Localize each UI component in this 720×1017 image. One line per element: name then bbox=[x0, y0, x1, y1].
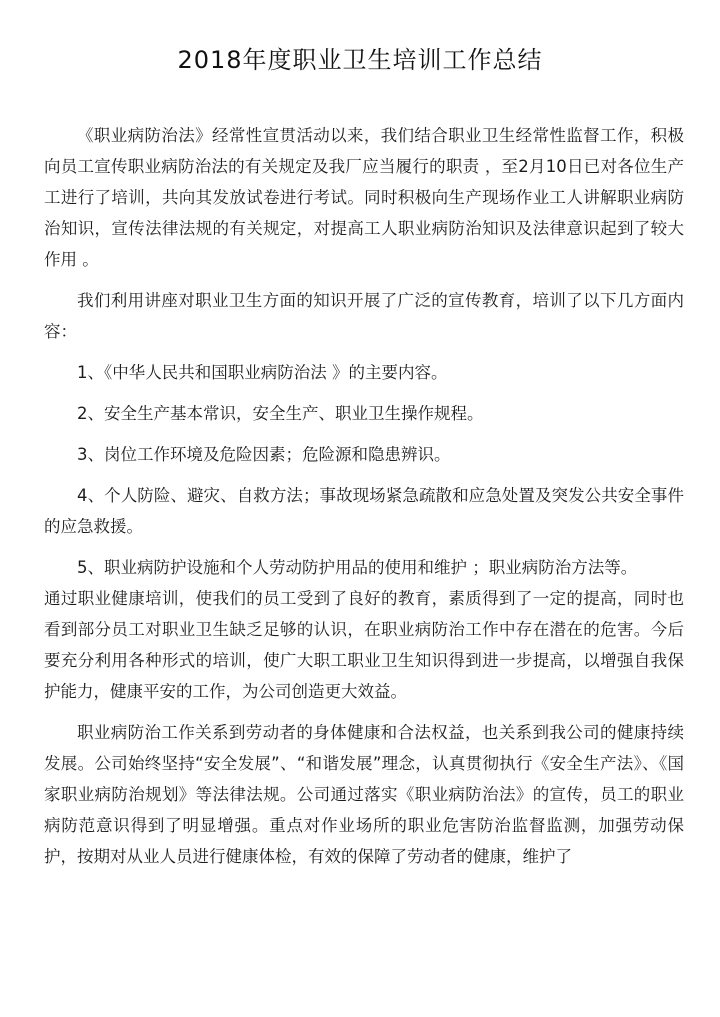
document-body bbox=[44, 120, 684, 872]
list-item-4: 4、个人防险、避灾、自救方法；事故现场紧急疏散和应急处置及突发公共安全事件的应急救援。 bbox=[44, 486, 684, 536]
list-item-2: 2、安全生产基本常识，安全生产、职业卫生操作规程。 bbox=[77, 404, 484, 423]
list-item-1: 1、《中华人民共和国职业病防治法 》的主要内容。 bbox=[77, 363, 448, 382]
paragraph-intro: 《职业病防治法》经常性宣贯活动以来，我们结合职业卫生经常性监督工作，积极向员工宣传职业病防治法的有关规定及我厂应当履行的职责 ，至2月10日已对各位生产工进行了培训，共向其发放试卷进行考试。同时积极向生产现场作业工人讲解职业病防治知识，宣传法律法规的有关规定，对提高工人职业病防治知识及法律意识起到了较大作用 。 bbox=[44, 126, 684, 269]
list-item-5: 5、职业病防护设施和个人劳动防护用品的使用和维护 ；职业病防治方法等。 bbox=[77, 558, 638, 577]
document-title: 2018年度职业卫生培训工作总结 bbox=[177, 46, 543, 74]
paragraph-training-results: 通过职业健康培训，使我们的员工受到了良好的教育，素质得到了一定的提高，同时也看到部分员工对职业卫生缺乏足够的认识，在职业病防治工作中存在潜在的危害。今后要充分利用各种形式的培训，使广大职工职业卫生知识得到进一步提高，以增强自我保护能力，健康平安的工作，为公司创造更大效益。 bbox=[44, 589, 684, 701]
paragraph-training-overview: 我们利用讲座对职业卫生方面的知识开展了广泛的宣传教育，培训了以下几方面内容： bbox=[44, 291, 684, 341]
list-item-3: 3、岗位工作环境及危险因素；危险源和隐患辨识。 bbox=[77, 445, 451, 464]
paragraph-company-commitment: 职业病防治工作关系到劳动者的身体健康和合法权益，也关系到我公司的健康持续发展。公司始终坚持“安全发展”、“和谐发展”理念，认真贯彻执行《安全生产法》、《国家职业病防治规划》等法律法规。公司通过落实《职业病防治法》的宣传，员工的职业病防范意识得到了明显增强。重点对作业场所的职业危害防治监督监测，加强劳动保护，按期对从业人员进行健康体检，有效的保障了劳动者的健康，维护了 bbox=[44, 723, 684, 866]
